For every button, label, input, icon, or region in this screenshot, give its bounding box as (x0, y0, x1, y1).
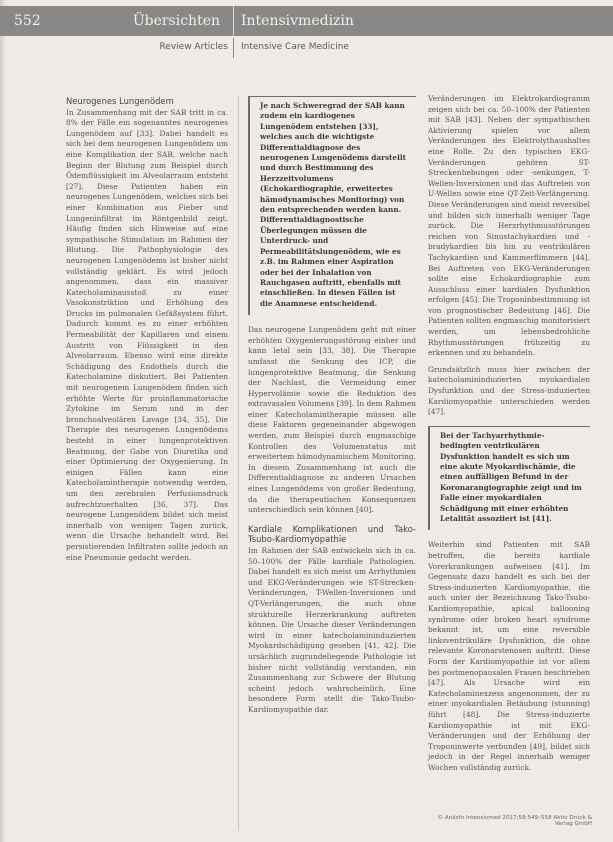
highlight-box: Je nach Schweregrad der SAB kann zudem ein kardiogenes Lungenödem entstehen [33], welches auch die wichtigste Differentialdiagnose des neurogenen Lungenödems darstellt und durch Bestimmung des Herzzeitvolumens (Echokardiographie, erweitertes hämodynamisches Monitoring) von den entsprechenden werden kann. Differentialdiagnostische Überlegungen müssen die Unterdruck- und Permeabilitätslungenödem, wie es z.B. im Rahmen einer Aspiration oder bei der Inhalation von Rauchgasen auftritt, ebenfalls mit einschließen. In diesen Fällen ist die Anamnese entscheidend. (248, 96, 416, 315)
body-paragraph: Grundsätzlich muss hier zwischen der katecholamininduzierten myokardialen Dysfunktion und der Stress-induzierten Kardiomyopathie unterschieden werden [47]. (428, 364, 590, 417)
column-divider (238, 96, 239, 831)
section-heading-neurogenic-edema: Neurogenes Lungenödem (66, 96, 174, 106)
subsection-category-english: Intensive Care Medicine (241, 42, 349, 52)
column-2 (248, 96, 416, 716)
column-1 (66, 96, 228, 563)
body-paragraph: Weiterhin sind Patienten mit SAB betroffen, die bereits kardiale Vorerkrankungen aufweisen [41]. Im Gegensatz dazu handelt es sich bei der Stress-induzierten Kardiomyopathie, die auch unter der Bezeichnung Tako-Tsubo-Kardiomyopathie, apical ballooning syndrome oder broken heart syndrome bekannt ist, um eine reversible linksventrikuläre Dysfunktion, die ohne relevante Koronarstenosen auftritt. Diese Form der Kardiomyopathie ist vor allem bei postmenopausalen Frauen beschrieben [47]. Als Ursache wird ein Katecholaminexzess angenommen, der zu einer myokardialen Betäubung (stunning) führt [48]. Die Stress-induzierte Kardiomyopathie ist mit EKG-Veränderungen und der Erhöhung der Troponinwerte verbunden [49], bildet sich jedoch in der Regel innerhalb weniger Wochen vollständig zurück. (428, 540, 590, 772)
highlight-box: Bei der Tachyarrhythmie-bedingten ventrikulären Dysfunktion handelt es sich um eine akute Myokardischämie, die einen auffälligen Befund in der Koronarangiographie zeigt und im Falle einer myokardialen Schädigung mit einer erhöhten Letalität assoziiert ist [41]. (428, 426, 590, 531)
section-title-category: Intensivmedizin (241, 13, 354, 29)
section-title-german: Übersichten (132, 13, 220, 29)
page-edge-shadow (0, 0, 6, 842)
body-paragraph: Im Rahmen der SAB entwickeln sich in ca. 50–100% der Fälle kardiale Pathologien. Dabei handelt es sich meist um Arrhythmien und EKG-Veränderungen wie ST-Strecken-Veränderungen, T-Wellen-Inversionen und QT-Verlängerungen, die auch ohne strukturelle Herzerkrankung auftreten können. Die Ursache dieser Veränderungen wird in einer katecholamininduzierten Myokardschädigung gesehen [41, 42]. Die ursächlich zugrundeliegende Pathologie ist bisher nicht vollständig verstanden, ein Zusammenhang zur Schwere der Blutung scheint jedoch wahrscheinlich. Eine besondere Form stellt die Tako-Tsubo-Kardiomyopathie dar. (248, 546, 416, 714)
body-paragraph: Veränderungen im Elektrokardiogramm zeigen sich bei ca. 50–100% der Patienten mit SAB [43]. Neben der sympathischen Aktivierung spielen vor allem Veränderungen des Elektrolythaushaltes eine Rolle. Zu den typischen EKG-Veränderungen gehören ST-Streckenhebungen oder -senkungen, T-Wellen-Inversionen und das Auftreten von U-Wellen sowie eine QT-Zeit-Verlängerung. Diese Veränderungen sind meist reversibel und bilden sich innerhalb weniger Tage zurück. Die Herzrhythmusstörungen reichen von Sinustachykardien und -bradykardien bis hin zu ventrikulären Tachykardien und Kammerflimmern [44]. Bei Auftreten von EKG-Veränderungen sollte eine Echokardiographie zum Ausschluss einer kardialen Dysfunktion erfolgen [45]. Die Troponinbestimmung ist von prognostischer Bedeutung [46]. Die Patienten sollten engmaschig monitorisiert werden, um lebensbedrohliche Rhythmusstörungen frühzeitig zu erkennen und zu behandeln. (428, 94, 590, 358)
subsection-title-english: Review Articles (159, 42, 228, 52)
header-divider (233, 6, 234, 36)
section-heading-cardiac: Kardiale Komplikationen und Tako-Tsubo-Kardiomyopathie (248, 523, 416, 545)
footer-citation: © Anästh Intensivmed 2017;58:549–558 Aktiv Druck & Verlag GmbH (437, 815, 592, 827)
body-paragraph: Das neurogene Lungenödem geht mit einer erhöhten Oxygenierungsstörung einher und kann letal sein [33, 38]. Die Therapie umfasst die Senkung des ICP, die lungenprotektive Beatmung, die Senkung der Nachlast, die Vermeidung einer Hypervolämie sowie die Reduktion des extravasalen Volumens [39]. In dem Rahmen einer Katecholamintherapie müssen alle diese Faktoren gegeneinander abgewogen werden, zum Beispiel durch engmaschige Kontrollen des Volumenstatus mit erweitertem hämodynamischem Monitoring. In diesem Zusammenhang ist auch die Differentialdiagnose zu anderen Ursachen eines Lungenödems von großer Bedeutung, da die therapeutischen Konsequenzen unterschiedlich sein können [40]. (248, 325, 416, 515)
body-paragraph: In Zusammenhang mit der SAB tritt in ca. 8% der Fälle ein sogenanntes neurogenes Lungenödem auf [33]. Dabei handelt es sich bei dem neurogenen Lungenödem um eine Komplikation der SAB, welche nach Beginn der Blutung zum Beispiel durch Ödemflüssigkeit im Alveolarraum entsteht [27]. Diese Patienten haben ein neurogenes Lungenödem, welches sich bei einer Kombination aus Fieber und Lungeninfiltrat im Röntgenbild zeigt. Häufig finden sich Hinweise auf eine sympathische Stimulation im Rahmen der Blutung. Die Pathophysiologie des neurogenen Lungenödems ist bisher nicht vollständig geklärt. Es wird jedoch angenommen, dass ein massiver Katecholaminausstoß zu einer Vasokonstriktion und Erhöhung des Drucks im pulmonalen Gefäßsystem führt. Dadurch kommt es zu einer erhöhten Permeabilität der Kapillaren und einem Austritt von Flüssigkeit in den Alveolarraum. Ebenso wird eine direkte Schädigung des Endothels durch die Katecholamine diskutiert. Bei Patienten mit neurogenem Lungenödem finden sich erhöhte Werte für proinflammatorische Zytokine im Serum und in der bronchoalveolären Lavage [34, 35]. Die Therapie des neurogenen Lungenödems besteht in einer lungenprotektiven Beatmung, der Gabe von Diuretika und einer Optimierung der Oxygenierung. In einigen Fällen kann eine Katecholamintherapie notwendig werden, um den zerebralen Perfusionsdruck aufrechtzuerhalten [36, 37]. Das neurogene Lungenödem bildet sich meist innerhalb von wenigen Tagen zurück, wenn die Ursache behandelt wird. Bei persistierenden Infiltraten sollte jedoch an eine Pneumonie gedacht werden. (66, 107, 228, 562)
page-number: 552 (14, 13, 41, 29)
column-3 (428, 94, 590, 774)
subheader-divider (233, 38, 234, 58)
